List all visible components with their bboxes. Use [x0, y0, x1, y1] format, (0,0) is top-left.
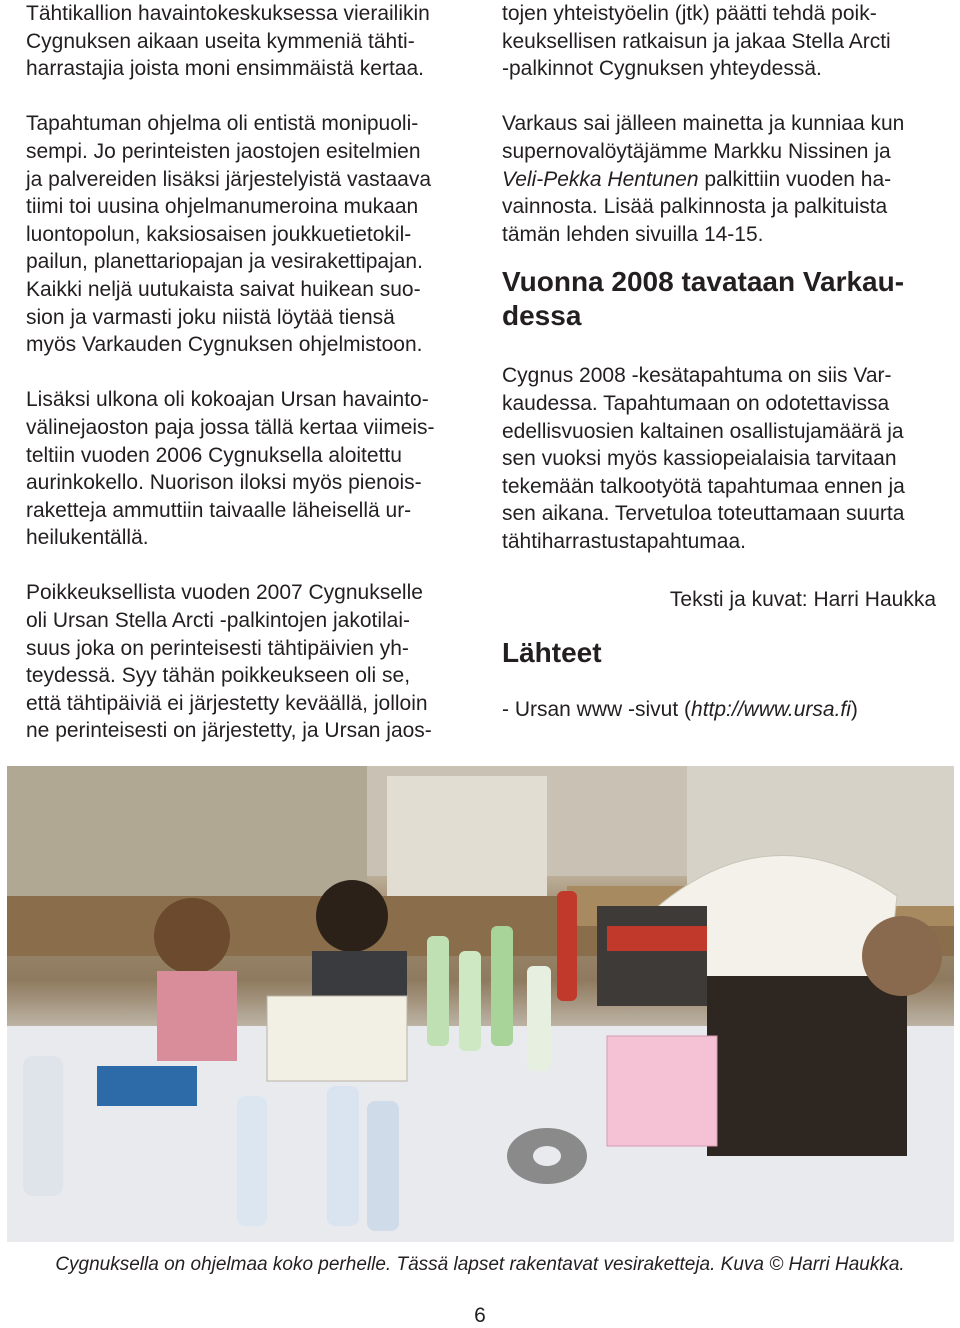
text-line: Tapahtuman ohjelma oli entistä monipuoli-: [26, 112, 419, 136]
photo-caption: Cygnuksella on ohjelmaa koko perhelle. Tässä lapset rakentavat vesiraketteja. Kuva © Harri Haukka.: [55, 1254, 905, 1275]
text-line: teltiin vuoden 2006 Cygnuksella aloitettu: [26, 443, 402, 467]
text-line: sen vuoksi myös kassiopeialaisia tarvitaan: [502, 447, 897, 471]
text-line: ne perinteisesti on järjestetty, ja Ursan jaos-: [26, 719, 432, 743]
author-credit: Teksti ja kuvat: Harri Haukka: [669, 587, 936, 611]
paragraph-poikkeuksellista: [26, 579, 463, 745]
text-line: suus joka on perinteisesti tähtipäivien yh-: [26, 636, 409, 660]
text-line: sion ja varmasti joku niistä löytää tiensä: [26, 305, 395, 329]
text-line: Lisäksi ulkona oli kokoajan Ursan havainto-: [26, 388, 429, 412]
text-line: että tähtipäiviä ei järjestetty keväällä, jolloin: [26, 691, 428, 715]
text-line: keuksellisen ratkaisun ja jakaa Stella Arcti: [502, 29, 891, 53]
text-line: Poikkeuksellista vuoden 2007 Cygnukselle: [26, 581, 423, 605]
text-line: heilukentällä.: [26, 526, 149, 550]
text-line: tähtiharrastustapahtumaa.: [502, 529, 746, 553]
text-line: Cygnus 2008 -kesätapahtuma on siis Var-: [502, 364, 892, 388]
source-prefix: - Ursan www -sivut (: [502, 698, 692, 722]
text-line: kaudessa. Tapahtumaan on odotettavissa: [502, 391, 890, 415]
paragraph-tahtikallio: [26, 0, 463, 83]
text-line: sen aikana. Tervetuloa toteuttamaan suurta: [502, 502, 905, 526]
source-entry: [502, 696, 936, 724]
paragraph-varkaus: [502, 110, 936, 248]
text-line: supernovalöytäjämme Markku Nissinen ja: [502, 139, 891, 163]
text-line: Kaikki neljä uutukaista saivat huikean suo-: [26, 277, 421, 301]
source-suffix: ): [850, 698, 858, 722]
italic-name: Veli-Pekka Hentunen: [502, 167, 699, 191]
text-line: Cygnuksen aikaan useita kymmeniä tähti-: [26, 29, 415, 53]
right-column: [502, 0, 936, 724]
text-line: palkittiin vuoden ha-: [698, 167, 892, 191]
paragraph-jaostojen: [502, 0, 936, 83]
paragraph-cygnus-2008: [502, 362, 936, 555]
text-line: tekemään talkootyötä tapahtumaa ennen ja: [502, 474, 905, 498]
text-line: sempi. Jo perinteisten jaostojen esitelmien: [26, 139, 421, 163]
text-line: oli Ursan Stella Arcti -palkintojen jakotilai-: [26, 609, 410, 633]
paragraph-ohjelma: [26, 110, 463, 358]
page-number: 6: [474, 1304, 486, 1327]
text-line: teydessä. Syy tähän poikkeukseen oli se,: [26, 664, 411, 688]
text-line: myös Varkauden Cygnuksen ohjelmistoon.: [26, 333, 423, 357]
text-line: pailun, planettariopajan ja vesirakettipajan.: [26, 250, 423, 274]
text-line: vainnosta. Lisää palkinnosta ja palkituista: [502, 195, 888, 219]
text-line: ja palvereiden lisäksi järjestelyistä vastaava: [26, 167, 432, 191]
section-heading: [502, 265, 936, 333]
sources-heading: Lähteet: [502, 637, 602, 669]
text-line: luontopolun, kaksiosaisen joukkuetietokil-: [26, 222, 412, 246]
text-line: -palkinnot Cygnuksen yhteydessä.: [502, 57, 822, 81]
heading-line: dessa: [502, 300, 582, 332]
text-line: tämän lehden sivuilla 14-15.: [502, 222, 764, 246]
event-photo: [7, 766, 954, 1242]
text-line: Tähtikallion havaintokeskuksessa vierailikin: [26, 2, 430, 25]
photo-illustration: [7, 766, 954, 1242]
text-line: tiimi toi uusina ohjelmanumeroina mukaan: [26, 195, 419, 219]
left-column: [26, 0, 463, 745]
text-line: aurinkokello. Nuorison iloksi myös pienois-: [26, 471, 422, 495]
text-line: tojen yhteistyöelin (jtk) päätti tehdä poik-: [502, 2, 877, 25]
text-line: Varkaus sai jälleen mainetta ja kunniaa kun: [502, 112, 905, 136]
text-line: edellisvuosien kaltainen osallistujamäärä ja: [502, 419, 904, 443]
paragraph-ulkona: [26, 386, 463, 552]
text-line: harrastajia joista moni ensimmäistä kertaa.: [26, 57, 424, 81]
text-line: raketteja ammuttiin taivaalle läheisellä ur-: [26, 498, 412, 522]
heading-line: Vuonna 2008 tavataan Varkau-: [502, 266, 905, 298]
ursa-link[interactable]: http://www.ursa.fi: [691, 698, 851, 722]
text-line: välinejaoston paja jossa tällä kertaa viimeis-: [26, 415, 435, 439]
